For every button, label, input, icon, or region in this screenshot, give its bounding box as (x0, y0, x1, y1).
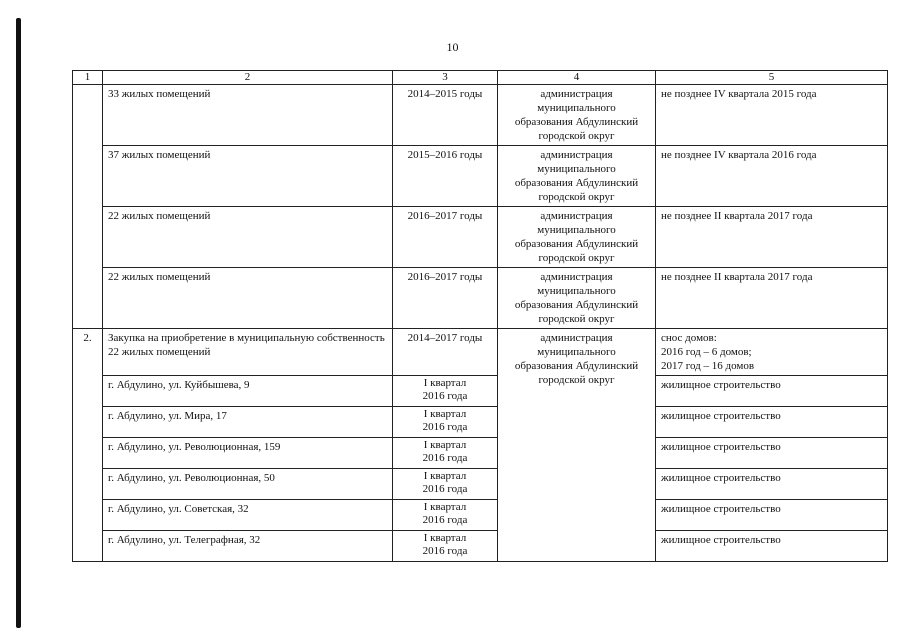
purpose-cell: жилищное строительство (656, 438, 888, 469)
period-cell: 2016–2017 годы (393, 268, 498, 329)
org-line: образования Абдулинский (514, 177, 639, 189)
purpose-cell: жилищное строительство (656, 407, 888, 438)
quarter-line: I квартал (423, 470, 467, 482)
org-cell (498, 207, 656, 268)
deadline-line: 2016 год – 6 домов; (661, 346, 752, 358)
org-cell (498, 268, 656, 329)
address-cell: г. Абдулино, ул. Куйбышева, 9 (103, 376, 393, 407)
purpose-cell: жилищное строительство (656, 500, 888, 531)
purpose-cell: жилищное строительство (656, 469, 888, 500)
org-line: городской округ (538, 191, 615, 203)
item-cell: 22 жилых помещений (103, 207, 393, 268)
page-number: 10 (446, 40, 459, 54)
deadline-line: снос домов: (661, 332, 717, 344)
org-line: образования Абдулинский (514, 299, 639, 311)
quarter-cell (393, 407, 498, 438)
item-cell: 33 жилых помещений (103, 85, 393, 146)
quarter-cell (393, 469, 498, 500)
deadline-cell: не позднее II квартала 2017 года (656, 207, 888, 268)
org-line: муниципального (537, 224, 616, 236)
year-line: 2016 года (422, 514, 468, 526)
period-cell: 2014–2015 годы (393, 85, 498, 146)
quarter-cell (393, 376, 498, 407)
period-cell: 2014–2017 годы (393, 329, 498, 376)
table-row (73, 531, 888, 562)
table-row (73, 407, 888, 438)
org-line: городской округ (538, 313, 615, 325)
org-line: администрация (540, 332, 613, 344)
deadline-cell: не позднее IV квартала 2016 года (656, 146, 888, 207)
group1-num-cell (73, 85, 103, 329)
header-col-3: 3 (393, 71, 498, 85)
purpose-cell: жилищное строительство (656, 531, 888, 562)
deadline-cell (656, 329, 888, 376)
org-line: образования Абдулинский (514, 238, 639, 250)
table-row (73, 85, 888, 146)
address-cell: г. Абдулино, ул. Советская, 32 (103, 500, 393, 531)
org-line: администрация (540, 271, 613, 283)
org-line: муниципального (537, 346, 616, 358)
quarter-line: I квартал (423, 501, 467, 513)
org-line: муниципального (537, 163, 616, 175)
org-line: образования Абдулинский (514, 116, 639, 128)
quarter-cell (393, 500, 498, 531)
address-cell: г. Абдулино, ул. Мира, 17 (103, 407, 393, 438)
deadline-line: 2017 год – 16 домов (661, 360, 755, 372)
org-cell (498, 329, 656, 562)
org-line: городской округ (538, 252, 615, 264)
org-line: администрация (540, 149, 613, 161)
table-header-row (73, 71, 888, 85)
org-line: образования Абдулинский (514, 360, 639, 372)
period-cell: 2015–2016 годы (393, 146, 498, 207)
header-col-1: 1 (73, 71, 103, 85)
org-line: муниципального (537, 285, 616, 297)
program-table (72, 70, 888, 562)
deadline-cell: не позднее IV квартала 2015 года (656, 85, 888, 146)
table-row (73, 146, 888, 207)
period-cell: 2016–2017 годы (393, 207, 498, 268)
org-cell (498, 85, 656, 146)
org-line: муниципального (537, 102, 616, 114)
purpose-cell: жилищное строительство (656, 376, 888, 407)
quarter-line: I квартал (423, 377, 467, 389)
item-cell: Закупка на приобретение в муниципальную собственность 22 жилых помещений (103, 329, 393, 376)
quarter-line: I квартал (423, 439, 467, 451)
org-line: городской округ (538, 130, 615, 142)
binder-edge-line (16, 18, 21, 628)
org-line: администрация (540, 210, 613, 222)
header-col-4: 4 (498, 71, 656, 85)
year-line: 2016 года (422, 421, 468, 433)
org-cell (498, 146, 656, 207)
address-cell: г. Абдулино, ул. Революционная, 159 (103, 438, 393, 469)
org-line: администрация (540, 88, 613, 100)
year-line: 2016 года (422, 390, 468, 402)
row-number: 2. (73, 329, 103, 562)
table-row (73, 268, 888, 329)
deadline-cell: не позднее II квартала 2017 года (656, 268, 888, 329)
item-cell: 37 жилых помещений (103, 146, 393, 207)
address-cell: г. Абдулино, ул. Телеграфная, 32 (103, 531, 393, 562)
year-line: 2016 года (422, 452, 468, 464)
table-row (73, 376, 888, 407)
quarter-cell (393, 531, 498, 562)
item-cell: 22 жилых помещений (103, 268, 393, 329)
quarter-cell (393, 438, 498, 469)
quarter-line: I квартал (423, 532, 467, 544)
table-row (73, 207, 888, 268)
org-line: городской округ (538, 374, 615, 386)
address-cell: г. Абдулино, ул. Революционная, 50 (103, 469, 393, 500)
year-line: 2016 года (422, 545, 468, 557)
table-row (73, 438, 888, 469)
header-col-5: 5 (656, 71, 888, 85)
year-line: 2016 года (422, 483, 468, 495)
table-row (73, 500, 888, 531)
quarter-line: I квартал (423, 408, 467, 420)
table-row (73, 329, 888, 376)
table-row (73, 469, 888, 500)
header-col-2: 2 (103, 71, 393, 85)
